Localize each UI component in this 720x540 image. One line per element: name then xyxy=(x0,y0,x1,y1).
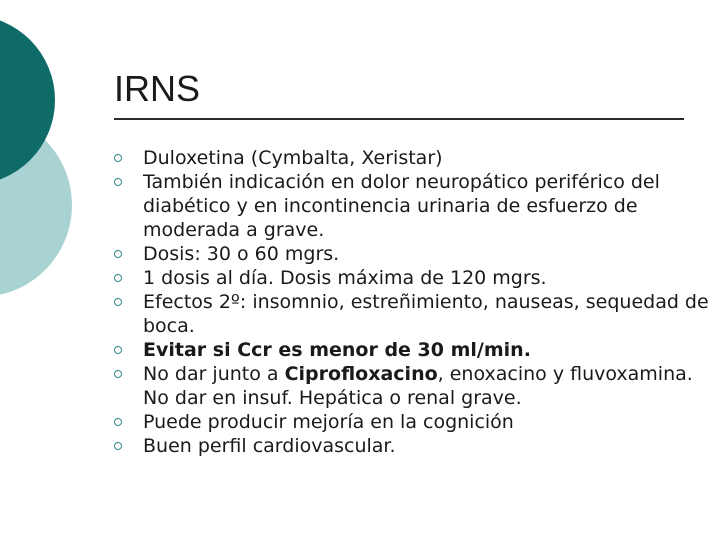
bullet-item-warning xyxy=(113,338,715,362)
bullet-text: Dosis: 30 o 60 mgrs. xyxy=(143,243,340,265)
bullet-text-post: , enoxacino y fluvoxamina. No dar en insuf. Hepática o renal grave. xyxy=(143,363,693,409)
bullet-item xyxy=(113,362,715,410)
bullet-marker-icon xyxy=(114,154,122,162)
bullet-item xyxy=(113,290,715,338)
bullet-list xyxy=(113,146,715,458)
bullet-marker-icon xyxy=(114,370,122,378)
bullet-text-bold: Ciprofloxacino xyxy=(284,363,438,385)
bullet-marker-icon xyxy=(114,298,122,306)
bullet-item xyxy=(113,410,715,434)
bullet-marker-icon xyxy=(114,418,122,426)
bullet-text: 1 dosis al día. Dosis máxima de 120 mgrs. xyxy=(143,267,547,289)
bullet-text-pre: No dar junto a xyxy=(143,363,285,385)
bullet-marker-icon xyxy=(114,178,122,186)
bullet-item xyxy=(113,146,715,170)
title-divider xyxy=(114,118,684,120)
bullet-text: Duloxetina (Cymbalta, Xeristar) xyxy=(143,147,443,169)
bullet-item xyxy=(113,242,715,266)
bullet-text: Buen perfil cardiovascular. xyxy=(143,435,396,457)
slide-title: IRNS xyxy=(114,68,201,109)
bullet-item xyxy=(113,434,715,458)
bullet-text: Evitar si Ccr es menor de 30 ml/min. xyxy=(143,339,531,361)
bullet-marker-icon xyxy=(114,442,122,450)
bullet-marker-icon xyxy=(114,346,122,354)
bullet-item xyxy=(113,170,715,242)
bullet-item xyxy=(113,266,715,290)
bullet-marker-icon xyxy=(114,250,122,258)
bullet-marker-icon xyxy=(114,274,122,282)
bullet-text: Puede producir mejoría en la cognición xyxy=(143,411,514,433)
bullet-text: También indicación en dolor neuropático periférico del diabético y en incontinencia urinaria de esfuerzo de moderada a grave. xyxy=(143,171,660,241)
bullet-text: Efectos 2º: insomnio, estreñimiento, nauseas, sequedad de boca. xyxy=(143,291,709,337)
